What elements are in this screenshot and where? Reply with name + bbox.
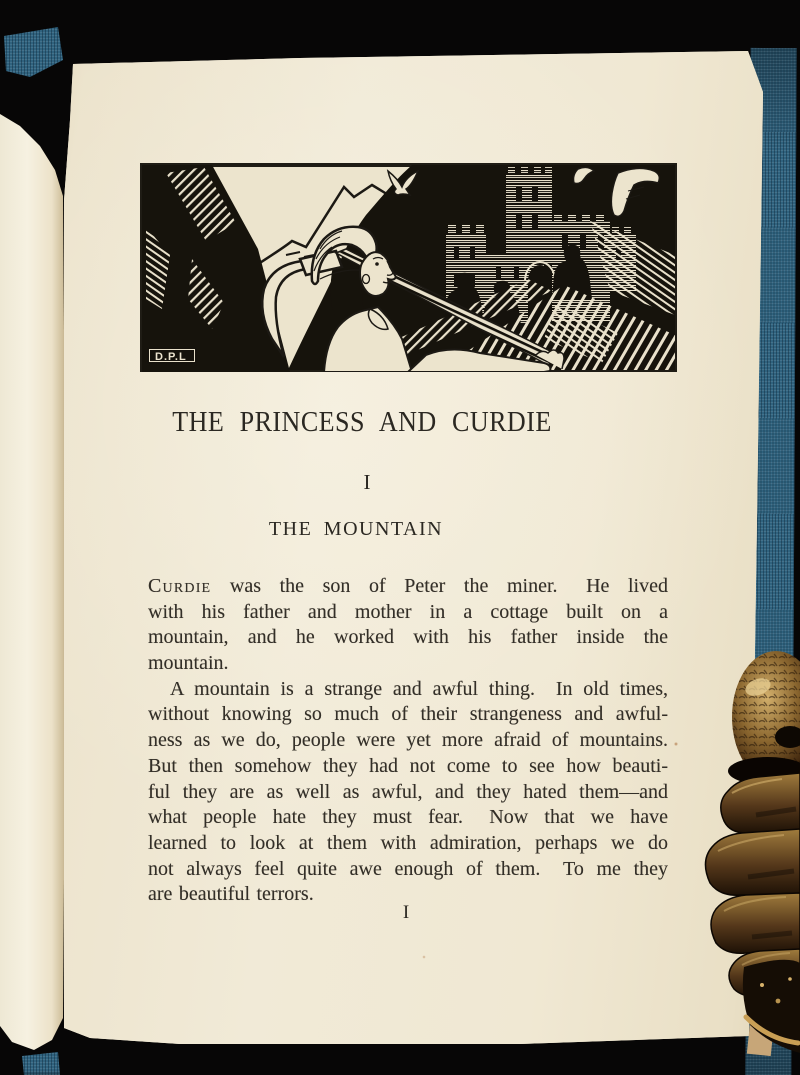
book-title: THE PRINCESS AND CURDIE	[172, 407, 552, 438]
bookend-knob	[728, 647, 800, 787]
bronze-bookend	[698, 645, 800, 1075]
page-number: I	[402, 902, 410, 923]
text-line: are beautiful terrors.	[148, 883, 314, 906]
text-line: without knowing so much of their strangeness and awful-	[148, 703, 668, 726]
chapter-heading: THE MOUNTAIN	[268, 518, 444, 540]
chapter-illustration	[140, 163, 677, 372]
lead-word: Curdie	[148, 575, 212, 597]
text-line: mountain.	[148, 652, 229, 675]
text-line: what people hate they must fear. Now that we have	[148, 806, 668, 829]
body-text	[148, 574, 668, 908]
illustration-signature: D.P.L	[155, 351, 187, 363]
text-line: not always feel quite awe enough of them. To me they	[148, 857, 668, 880]
text-line: learned to look at them with admiration, perhaps we do	[148, 831, 668, 854]
eye	[375, 262, 379, 266]
text-line: mountain, and he worked with his father inside the	[148, 626, 668, 649]
text-line: But then somehow they had not come to see how beauti-	[148, 754, 668, 777]
artist-monogram	[147, 347, 197, 364]
chapter-number: I	[363, 470, 371, 494]
text-line: with his father and mother in a cottage built on a	[148, 600, 668, 623]
text-line: ful they are as well as awful, and they hated them—and	[148, 780, 668, 803]
ear	[363, 275, 370, 284]
text-line: A mountain is a strange and awful thing. In old times,	[170, 677, 668, 700]
text-line: Curdie was the son of Peter the miner. He lived	[148, 575, 668, 597]
text-line: ness as we do, people were yet more afraid of mountains.	[148, 729, 668, 752]
